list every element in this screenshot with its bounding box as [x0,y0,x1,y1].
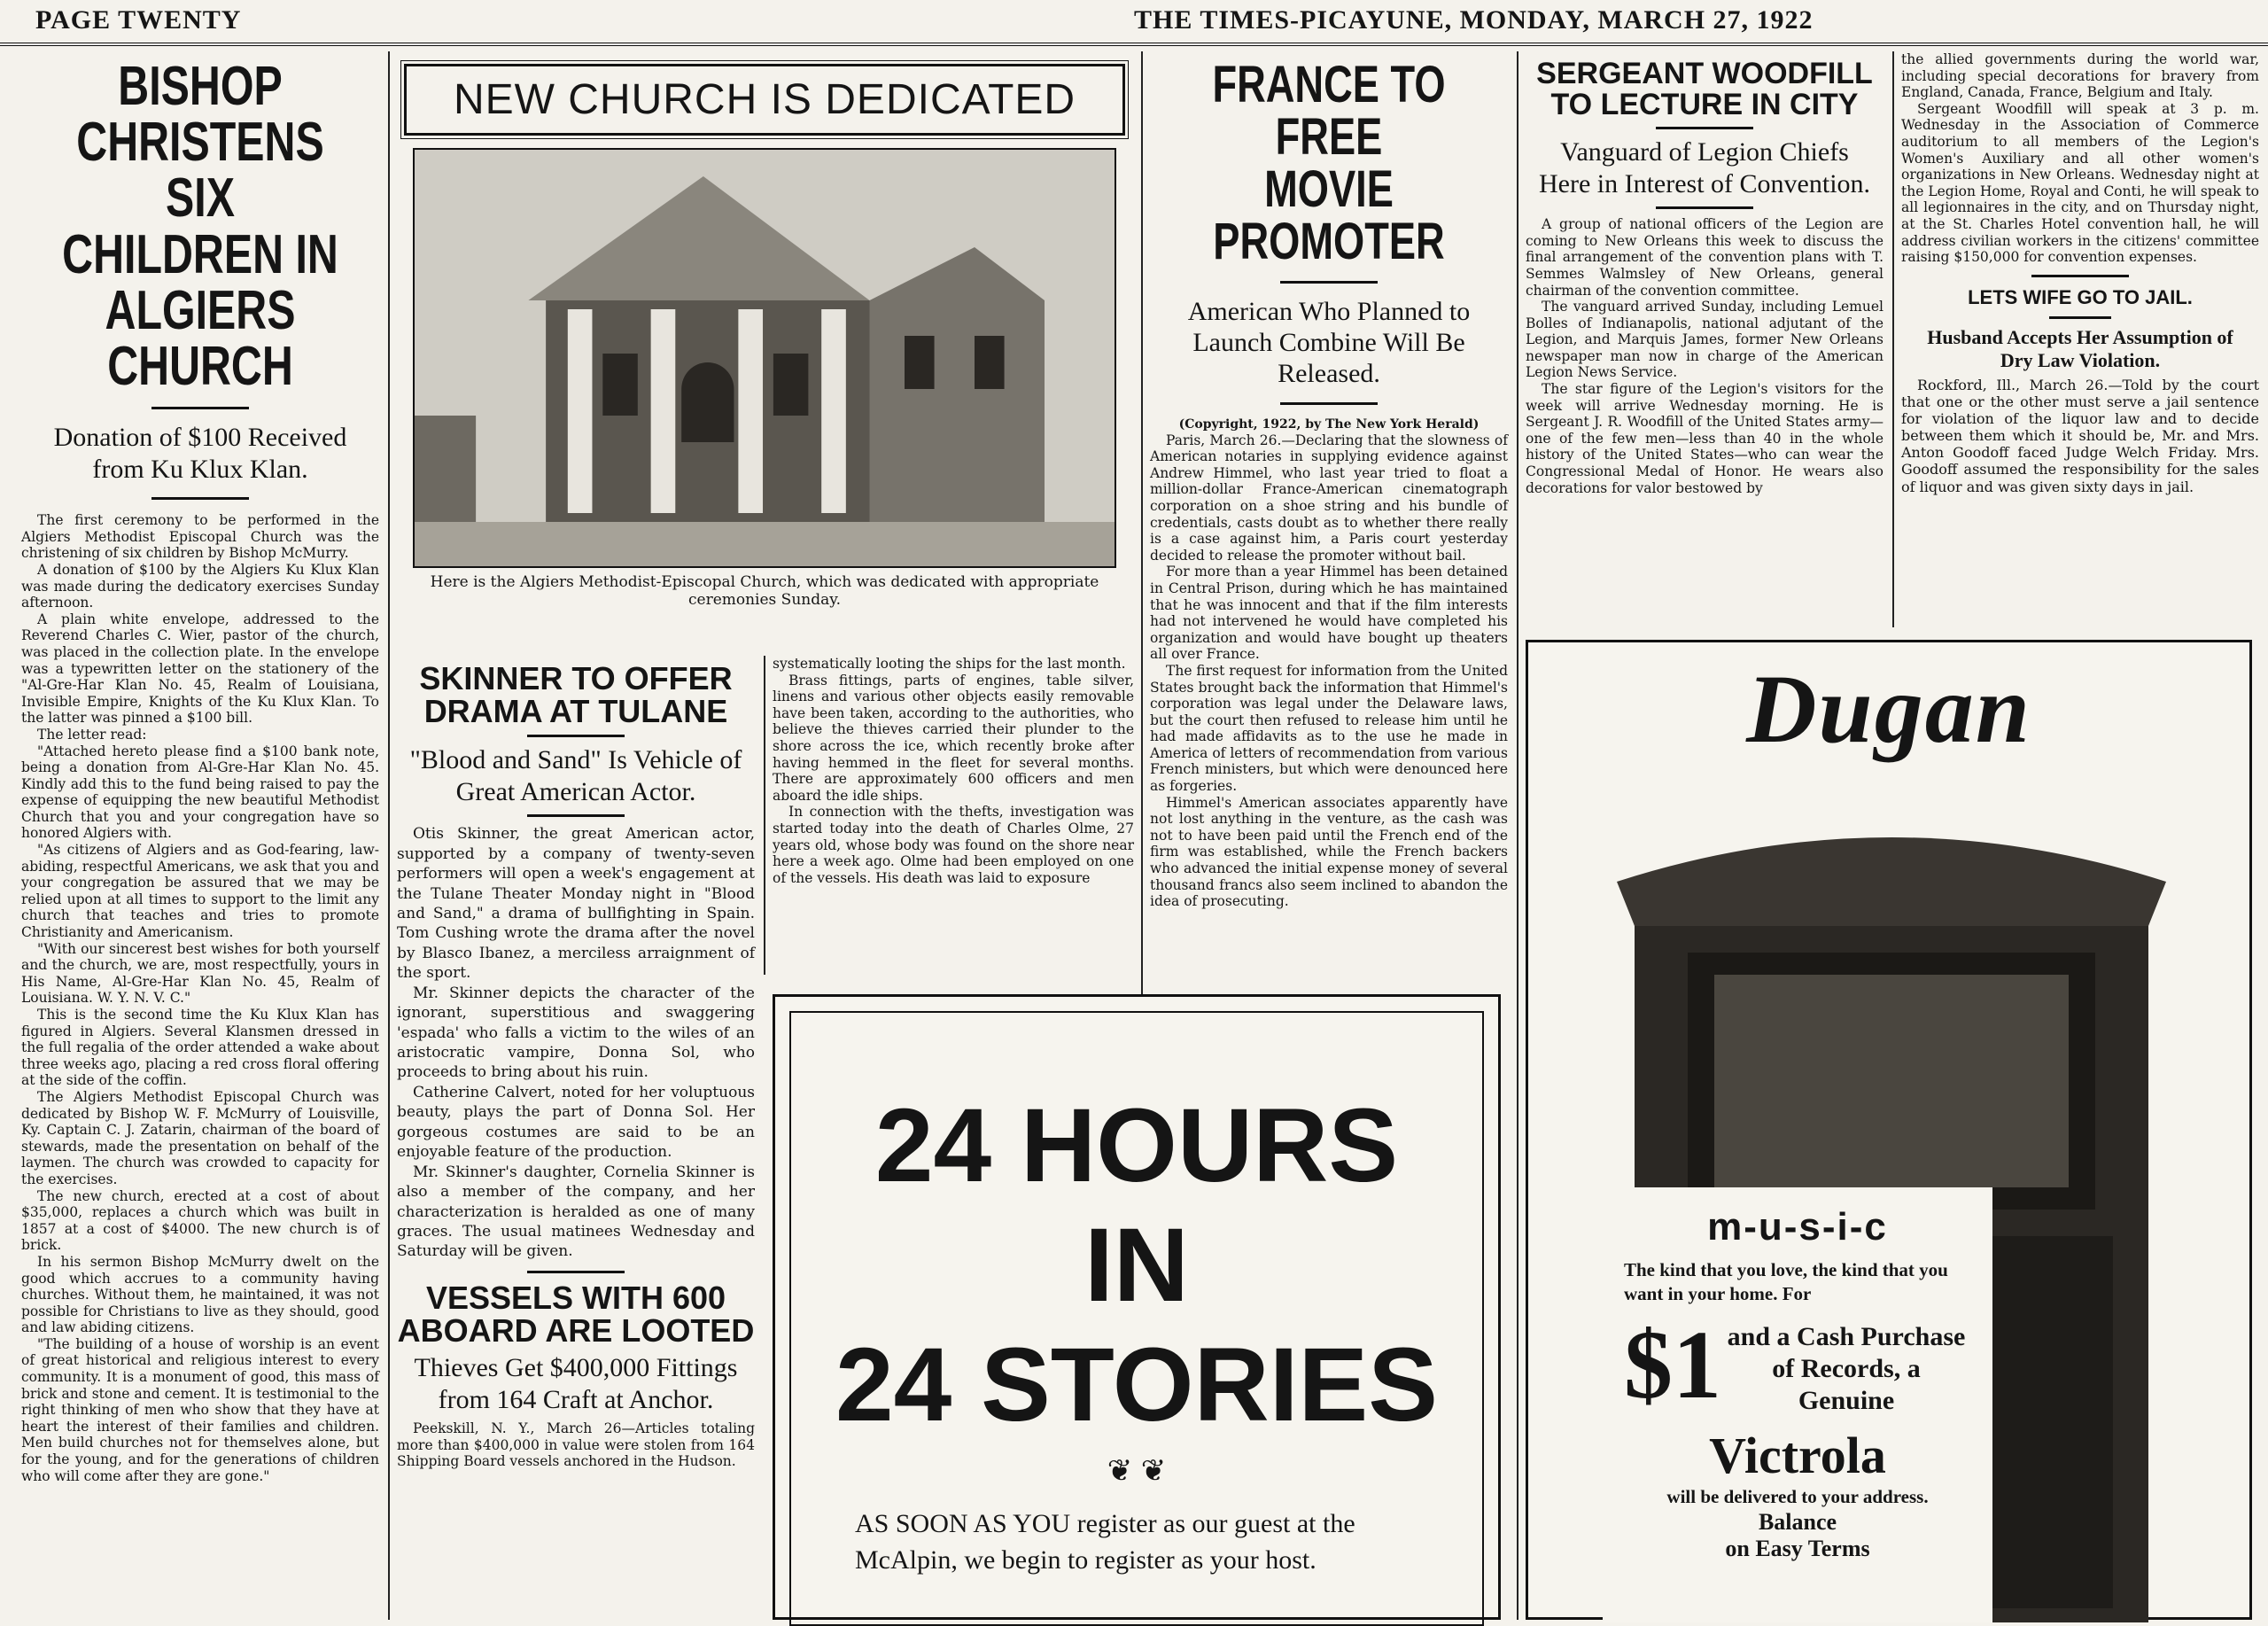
divider [527,735,625,737]
divider [151,407,249,409]
divider [527,814,625,817]
divider [1280,281,1378,284]
paragraph: A plain white envelope, addressed to the Reverend Charles C. Wier, pastor of the church, was placed in the collection plate. In the envelope was a typewritten letter on the stationery of the "Al-Gre-Har Klan No. 45, Realm of Louisiana, Invisible Empire, Knights of the Ku Klux Klan. To the latter was pinned a $100 bill. [21,611,379,727]
paragraph: Brass fittings, parts of engines, table silver, linens and various other objects easily removable have been taken, according to the authorities, who believe the thieves carried their plunder to the shore across the ice, which recently broke after having hemmed in the fleet for several months. There are approximately 600 officers and men aboard the idle ships. [773,672,1134,804]
divider [527,1271,625,1273]
article-body-skinner [397,824,755,1262]
paragraph: Paris, March 26.—Declaring that the slowness of American notaries in supplying evidence against Andrew Himmel, who last year tried to float a million-dollar France-American cinematograph corporation on a shoe string and his bundle of credentials, casts doubt as to whether there really is a case against him, a Paris court yesterday decided to release the promoter without bail. [1150,432,1508,564]
article-body-bishop [21,512,379,1484]
dugan-delivery: will be delivered to your address. [1666,1485,1929,1507]
paragraph: For more than a year Himmel has been detained in Central Prison, during which he has maintained that he was innocent and that if the film interests had not intervened he would have completed his organization and would have bought up theaters all over France. [1150,564,1508,663]
paragraph: The star figure of the Legion's visitors for the week will arrive Wednesday morning. He is Sergeant J. R. Woodfill of the United States army—one of the few men—less than 40 in the whole history of the United States—who can wear the Congressional Medal of Honor. He wears also decorations for valor bestowed by [1526,381,1884,496]
paragraph: A donation of $100 by the Algiers Ku Klux Klan was made during the dedicatory exercises Sunday afternoon. [21,561,379,611]
ad-line-24-stories: 24 STORIES [835,1326,1438,1443]
paragraph: "The building of a house of worship is an event of great historical and religious interest to every community. It is a monument of good, this mass of brick and stone and cement. It is testimonial to the right thinking of men who show that they have at heart the interest of their families and children. Men build churches not for themselves alone, but for the young, and for the generations of children who will come after they are gone." [21,1335,379,1484]
ornament-icon: ❦ ❦ [1107,1454,1167,1488]
headline-france: FRANCE TO FREE MOVIE PROMOTER [1212,56,1446,271]
paper-title: THE TIMES-PICAYUNE, MONDAY, MARCH 27, 1922 [1134,5,1814,35]
paragraph: In connection with the thefts, investigation was started today into the death of Charles Olme, 27 years old, whose body was found on the shore near here a week ago. Olme had been employed on one of the vessels. His death was laid to exposure [773,804,1134,886]
paragraph: Peekskill, N. Y., March 26—Articles totaling more than $400,000 in value were stolen from 164 Shipping Board vessels anchored in the Hudson. [397,1420,755,1470]
dugan-offer: and a Cash Purchase of Records, a Genuine [1727,1321,1966,1415]
subhead-skinner: "Blood and Sand" Is Vehicle of Great American Actor. [409,745,742,806]
divider [1280,402,1378,405]
church-feature [390,51,1139,654]
dugan-offer-row [1624,1310,1971,1419]
paragraph: the allied governments during the world war, including special decorations for bravery from England, Canada, France, Belgium and Italy. [1901,51,2259,101]
dugan-product: Victrola [1709,1426,1886,1484]
article-body-wife [1901,377,2259,495]
paragraph: Himmel's American associates apparently have not lost anything in the venture, as the cash was not to have been paid until the French end of the firm was established, while the French backers who advanced the initial expense money of several thousand francs also seem inclined to abandon the idea of prosecuting. [1150,794,1508,910]
subhead-woodfill: Vanguard of Legion Chiefs Here in Interest of Convention. [1538,137,1871,198]
headline-wife: LETS WIFE GO TO JAIL. [1968,285,2193,308]
headline-woodfill: SERGEANT WOODFILL TO LECTURE IN CITY [1536,57,1873,121]
ad-line-in: IN [1084,1207,1189,1324]
page-label: PAGE TWENTY [35,5,242,35]
article-body-vessels-continued [773,656,1134,886]
subhead-bishop: Donation of $100 Received from Ku Klux Klan. [53,423,347,484]
paragraph: The Algiers Methodist Episcopal Church was dedicated by Bishop W. F. McMurry of Louisville, Ky. Captain C. J. Zatarin, chairman of the board of stewards, made the presentation on behalf of the laymen. The church was crowded to capacity for the exercises. [21,1088,379,1187]
dugan-brand: Dugan [1746,655,2031,763]
paragraph: Catherine Calvert, noted for her voluptuous beauty, plays the part of Donna Sol. Her gorgeous costumes are said to be an enjoyable feature of the production. [397,1083,755,1162]
subhead-france: American Who Planned to Launch Combine Will Be Released. [1187,296,1471,389]
paragraph: The first request for information from the United States brought back the information that Himmel's corporation was legal under the Delaware laws, but the court then refused to release him until he had made affidavits as to the use he made in America of letters of recommendation from various French ministers, but which were denounced here as forgeries. [1150,662,1508,795]
church-photo-image [415,150,1115,566]
column-3-continuation [765,656,1141,984]
divider [1656,127,1753,129]
article-body-woodfill-continued [1901,51,2259,266]
dugan-ad [1526,640,2252,1620]
paragraph: systematically looting the ships for the last month. [773,656,1126,672]
paragraph: "As citizens of Algiers and as God-fearing, law-abiding, respectful Americans, we ask that you and your congregation be assured that we may be relied upon at all times to support to the limit any church that teaches and tries to promote Christianity and Americanism. [21,842,379,941]
dugan-terms: on Easy Terms [1725,1535,1870,1561]
paragraph: Mr. Skinner's daughter, Cornelia Skinner is also a member of the company, and her characterization is heralded as one of many graces. The usual matinees Wednesday and Saturday will be given. [397,1163,755,1261]
paragraph: "With our sincerest best wishes for both yourself and the church, we are, most respectfully, yours in His Name, Al-Gre-Har Klan No. 45, Realm of Louisiana. W. Y. N. V. C." [21,940,379,1007]
subhead-wife: Husband Accepts Her Assumption of Dry Law Violation. [1927,325,2233,372]
article-body-woodfill [1526,216,1884,496]
dugan-price: $1 [1624,1310,1721,1419]
column-5 [1518,51,1891,627]
paragraph: Mr. Skinner depicts the character of the ignorant, superstitious and swaggering 'espada' who falls a victim to the wiles of an aristocratic vampire, Donna Sol, who proceeds to bring about his ruin. [397,984,755,1082]
paragraph: The first ceremony to be performed in the Algiers Methodist Episcopal Church was the christening of six children by Bishop McMurry. [21,512,379,562]
column-2-lower [390,656,762,1620]
ad-line-24-hours: 24 HOURS [874,1087,1399,1204]
headline-skinner: SKINNER TO OFFER DRAMA AT TULANE [419,660,733,729]
paragraph: In his sermon Bishop McMurry dwelt on the good which accrues to a community having churches. Without them, he maintained, it was not possible for Christians to live as they should, good and law abiding citizens. [21,1253,379,1336]
divider [1656,206,1753,209]
mcalpin-ad [773,994,1501,1620]
photo-caption: Here is the Algiers Methodist-Episcopal Church, which was dedicated with appropriate ceremonies Sunday. [430,573,1099,610]
copyright-line: (Copyright, 1922, by The New York Herald) [1178,416,1480,432]
dugan-headline: m-u-s-i-c [1707,1205,1888,1249]
divider [2031,275,2129,277]
paragraph: The new church, erected at a cost of about $35,000, replaces a church which was built in 1857 at a cost of $4000. The new church is of brick. [21,1187,379,1254]
divider [2049,316,2111,319]
dugan-copy-panel [1603,1187,1992,1622]
column-4 [1143,51,1515,982]
column-1 [14,51,386,1620]
paragraph: This is the second time the Ku Klux Klan has figured in Algiers. Several Klansmen dressed in the full regalia of the order attended a wake about three weeks ago, placing a red cross floral offering at the side of the coffin. [21,1007,379,1089]
church-photo [413,148,1116,568]
article-body-france [1150,432,1508,910]
headline-vessels: VESSELS WITH 600 ABOARD ARE LOOTED [397,1279,755,1349]
subhead-vessels: Thieves Get $400,000 Fittings from 164 Craft at Anchor. [414,1353,738,1414]
dugan-copy: The kind that you love, the kind that you want in your home. For [1624,1259,1948,1305]
paragraph: The vanguard arrived Sunday, including Lemuel Bolles of Indianapolis, national adjutant of the Legion, and Marquis James, former New Orleans newspaper man now in charge of the American Legion News Service. [1526,299,1884,381]
paragraph: Rockford, Ill., March 26.—Told by the court that one or the other must serve a jail sentence for violation of the liquor law and to decide between them which it should be, Mr. and Mrs. Anton Goodoff faced Judge Welch Friday. Mrs. Goodoff assumed the responsibility for the sales of liquor and was given sixty days in jail. [1901,376,2259,495]
column-6 [1894,51,2266,636]
paragraph: A group of national officers of the Legion are coming to New Orleans this week to discuss the final arrangement of the convention plans with T. Semmes Walmsley of New Orleans, general chairman of the convention committee. [1526,216,1884,299]
headline-bishop: BISHOP CHRISTENS SIX CHILDREN IN ALGIERS CHURCH [62,56,338,398]
paragraph: The letter read: [37,726,147,743]
article-body-vessels [397,1420,755,1470]
paragraph: Otis Skinner, the great American actor, supported by a company of twenty-seven performers will open a week's engagement at the Tulane Theater Monday night in "Blood and Sand," a drama of bullfighting in Spain. Tom Cushing wrote the drama after the novel by Blasco Ibanez, a merciless arraignment of the sport. [397,825,755,983]
dugan-balance: Balance [1758,1508,1837,1535]
paragraph: Sergeant Woodfill will speak at 3 p. m. Wednesday in the Association of Commerce auditorium to all members of the Legion's Women's Auxiliary and all other women's organizations in New Orleans. Wednesday night at the Legion Home, Royal and Conti, he will speak to all legionnaires in the city, and on Thursday night, at the St. Charles Hotel convention hall, he will address civilian workers in the citizens' committee raising $150,000 for convention expenses. [1901,100,2259,266]
divider [151,497,249,500]
paragraph: "Attached hereto please find a $100 bank note, being a donation from Al-Gre-Har Klan No. 45. Kindly add this to the fund being raised to pay the expense of equipping the new beautiful Methodist Church that you and your congregation have so honored Algiers with. [21,743,379,842]
ad-tagline: AS SOON AS YOU register as our guest at the McAlpin, we begin to register as your host. [855,1509,1355,1575]
box-headline-church: NEW CHURCH IS DEDICATED [404,64,1125,136]
masthead [0,0,2268,46]
